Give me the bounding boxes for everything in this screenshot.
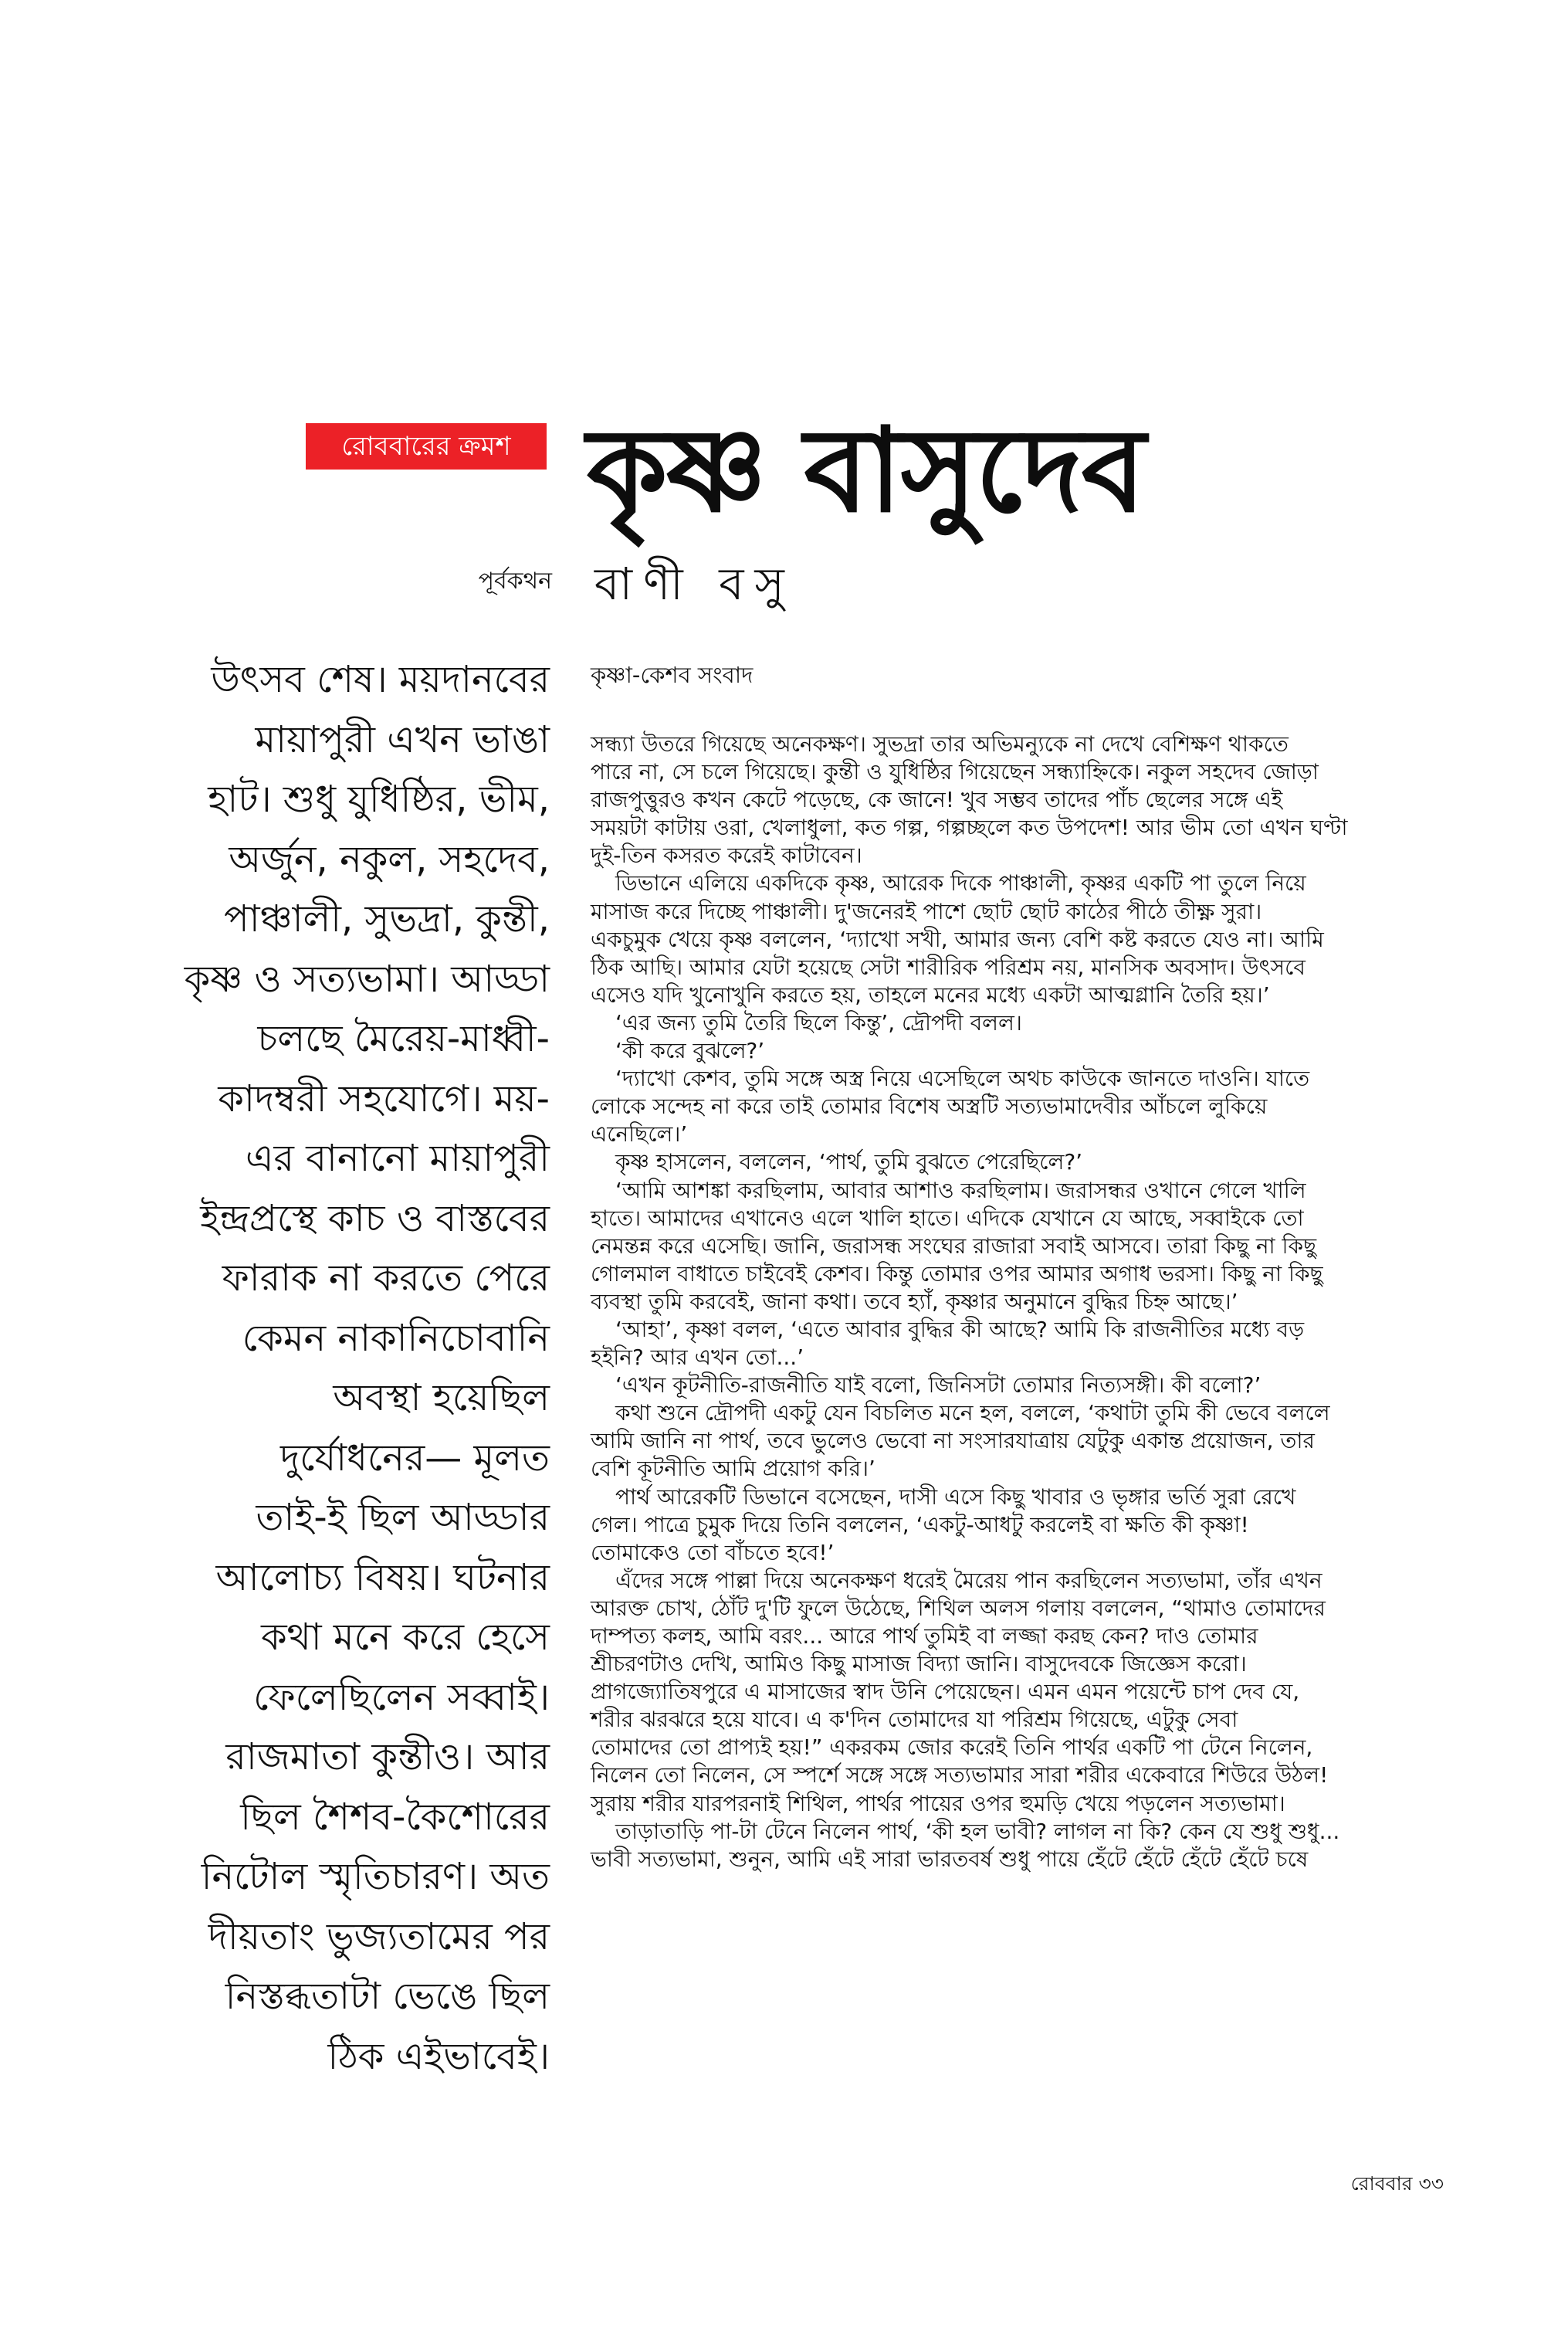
body-line: কথা শুনে দ্রৌপদী একটু যেন বিচলিত মনে হল, বললে, ‘কথাটা তুমি কী ভেবে বললে bbox=[615, 1400, 1330, 1426]
prelude-line: অর্জুন, নকুল, সহদেব, bbox=[229, 837, 550, 881]
prelude-line: চলছে মৈরেয়-মাধ্বী- bbox=[257, 1017, 550, 1060]
prelude-line: রাজমাতা কুন্তীও। আর bbox=[225, 1735, 550, 1778]
body-line: হাতে। আমাদের এখানেও এলে খালি হাতে। এদিকে যেখানে যে আছে, সব্বাইকে তো bbox=[591, 1205, 1304, 1231]
prelude-line: উৎসব শেষ। ময়দানবের bbox=[211, 658, 550, 701]
body-line: গোলমাল বাধাতে চাইবেই কেশব। কিন্তু তোমার ওপর আমার অগাধ ভরসা। কিছু না কিছু bbox=[591, 1260, 1323, 1287]
body-line: সময়টা কাটায় ওরা, খেলাধুলা, কত গল্প, গল্পচ্ছলে কত উপদেশ! আর ভীম তো এখন ঘণ্টা bbox=[591, 815, 1348, 841]
body-line: তোমাদের তো প্রাপ্যই হয়!” একরকম জোর করেই তিনি পার্থর একটি পা টেনে নিলেন, bbox=[591, 1734, 1313, 1761]
body-line: তাড়াতাড়ি পা-টা টেনে নিলেন পার্থ, ‘কী হল ভাবী? লাগল না কি? কেন যে শুধু শুধু... bbox=[615, 1818, 1340, 1844]
prelude-line: আলোচ্য বিষয়। ঘটনার bbox=[215, 1555, 550, 1599]
body-line: আরক্ত চোখ, ঠোঁট দু'টি ফুলে উঠেছে, শিথিল অলস গলায় বললেন, “থামাও তোমাদের bbox=[591, 1595, 1326, 1621]
prelude-line: এর বানানো মায়াপুরী bbox=[246, 1137, 550, 1180]
body-line: আমি জানি না পার্থ, তবে ভুলেও ভেবো না সংসারযাত্রায় যেটুকু একান্ত প্রয়োজন, তার bbox=[591, 1428, 1315, 1454]
body-line: দুই-তিন কসরত করেই কাটাবেন। bbox=[591, 843, 862, 869]
prelude-line: দীয়তাং ভুজ্যতামের পর bbox=[208, 1914, 550, 1958]
body-line: পারে না, সে চলে গিয়েছে। কুন্তী ও যুধিষ্ঠির গিয়েছেন সন্ধ্যাহ্নিকে। নকুল সহদেব জোড়া bbox=[591, 759, 1319, 785]
prelude-line: মায়াপুরী এখন ভাঙা bbox=[255, 717, 550, 761]
prelude-line: কৃষ্ণ ও সত্যভামা। আড্ডা bbox=[184, 957, 550, 1001]
body-line: একচুমুক খেয়ে কৃষ্ণ বললেন, ‘দ্যাখো সখী, আমার জন্য বেশি কষ্ট করতে যেও না। আমি bbox=[591, 926, 1324, 952]
body-line: শ্রীচরণটাও দেখি, আমিও কিছু মাসাজ বিদ্যা জানি। বাসুদেবকে জিজ্ঞেস করো। bbox=[591, 1651, 1247, 1677]
body-line: তোমাকেও তো বাঁচতে হবে!’ bbox=[591, 1539, 835, 1565]
prelude-line: কথা মনে করে হেসে bbox=[261, 1616, 550, 1659]
body-line: লোকে সন্দেহ না করে তাই তোমার বিশেষ অস্ত্রটি সত্যভামাদেবীর আঁচলে লুকিয়ে bbox=[591, 1093, 1268, 1120]
body-line: শরীর ঝরঝরে হয়ে যাবে। এ ক'দিন তোমাদের যা পরিশ্রম গিয়েছে, এটুকু সেবা bbox=[591, 1707, 1238, 1733]
body-line: ব্যবস্থা তুমি করবেই, জানা কথা। তবে হ্যাঁ, কৃষ্ণার অনুমানে বুদ্ধির চিহ্ন আছে।’ bbox=[591, 1288, 1238, 1314]
body-line: প্রাগজ্যোতিষপুরে এ মাসাজের স্বাদ উনি পেয়েছেন। এমন এমন পয়েন্টে চাপ দেব যে, bbox=[591, 1679, 1300, 1705]
body-line: রাজপুত্তুরও কখন কেটে পড়েছে, কে জানে! খুব সম্ভব তাদের পাঁচ ছেলের সঙ্গে এই bbox=[591, 787, 1283, 813]
body-line: ডিভানে এলিয়ে একদিকে কৃষ্ণ, আরেক দিকে পাঞ্চালী, কৃষ্ণর একটি পা তুলে নিয়ে bbox=[615, 870, 1306, 897]
prelude-line: ঠিক এইভাবেই। bbox=[327, 2034, 550, 2078]
body-line: সন্ধ্যা উতরে গিয়েছে অনেকক্ষণ। সুভদ্রা তার অভিমন্যুকে না দেখে বেশিক্ষণ থাকতে bbox=[591, 731, 1289, 757]
prelude-line: নিটোল স্মৃতিচারণ। অত bbox=[201, 1855, 550, 1898]
prelude-line: তাই-ই ছিল আড্ডার bbox=[256, 1496, 550, 1539]
body-line: বেশি কূটনীতি আমি প্রয়োগ করি।’ bbox=[591, 1456, 875, 1482]
prelude-line: ইন্দ্রপ্রস্থে কাচ ও বাস্তবের bbox=[200, 1196, 550, 1240]
body-line: এনেছিলে।’ bbox=[591, 1121, 688, 1148]
prelude-line: হাট। শুধু যুধিষ্ঠির, ভীম, bbox=[208, 778, 550, 821]
prelude-line: ফারাক না করতে পেরে bbox=[222, 1256, 550, 1300]
body-line: কৃষ্ণ হাসলেন, বললেন, ‘পার্থ, তুমি বুঝতে পেরেছিলে?’ bbox=[615, 1149, 1083, 1175]
prelude-line: দুর্যোধনের— মূলত bbox=[279, 1436, 550, 1480]
body-line: গেল। পাত্রে চুমুক দিয়ে তিনি বললেন, ‘একটু-আধটু করলেই বা ক্ষতি কী কৃষ্ণা! bbox=[591, 1511, 1249, 1538]
page-folio: রোববার ৩৩ bbox=[1350, 2172, 1444, 2195]
body-line: ‘এখন কূটনীতি-রাজনীতি যাই বলো, জিনিসটা তোমার নিত্যসঙ্গী। কী বলো?’ bbox=[615, 1372, 1262, 1399]
body-line: মাসাজ করে দিচ্ছে পাঞ্চালী। দু'জনেরই পাশে ছোট ছোট কাঠের পীঠে তীক্ষ্ণ সুরা। bbox=[591, 898, 1262, 924]
chapter-subheading: কৃষ্ণা-কেশব সংবাদ bbox=[591, 662, 754, 688]
prelude-column bbox=[147, 650, 550, 2087]
prelude-line: ফেলেছিলেন সব্বাই। bbox=[253, 1675, 550, 1719]
body-line: ‘দ্যাখো কেশব, তুমি সঙ্গে অস্ত্র নিয়ে এসেছিলে অথচ কাউকে জানতে দাওনি। যাতে bbox=[615, 1066, 1310, 1092]
body-line: এঁদের সঙ্গে পাল্লা দিয়ে অনেকক্ষণ ধরেই মৈরেয় পান করছিলেন সত্যভামা, তাঁর এখন bbox=[615, 1567, 1322, 1593]
prelude-line: ছিল শৈশব-কৈশোরের bbox=[240, 1795, 550, 1839]
body-line: ‘এর জন্য তুমি তৈরি ছিলে কিন্তু’, দ্রৌপদী বলল। bbox=[615, 1009, 1022, 1036]
body-line: এসেও যদি খুনোখুনি করতে হয়, তাহলে মনের মধ্যে একটা আত্মগ্লানি তৈরি হয়।’ bbox=[591, 982, 1270, 1008]
body-line: হইনি? আর এখন তো...’ bbox=[591, 1344, 804, 1371]
body-line: ‘আহা’, কৃষ্ণা বলল, ‘এতে আবার বুদ্ধির কী আছে? আমি কি রাজনীতির মধ্যে বড় bbox=[615, 1316, 1305, 1342]
series-badge: রোববারের ক্রমশ bbox=[306, 423, 547, 470]
chapter-body bbox=[591, 731, 1448, 1873]
body-line: নিলেন তো নিলেন, সে স্পর্শে সঙ্গে সঙ্গে সত্যভামার সারা শরীর একেবারে শিউরে উঠল! bbox=[591, 1762, 1329, 1789]
body-line: নেমন্তন্ন করে এসেছি। জানি, জরাসন্ধ সংঘের রাজারা সবাই আসবে। তারা কিছু না কিছু bbox=[591, 1233, 1317, 1259]
body-line: দাম্পত্য কলহ, আমি বরং... আরে পার্থ তুমিই বা লজ্জা করছ কেন? দাও তোমার bbox=[591, 1623, 1258, 1649]
article-title: কৃষ্ণ বাসুদেব bbox=[587, 404, 1145, 538]
prelude-line: অবস্থা হয়েছিল bbox=[333, 1376, 550, 1419]
body-line: ঠিক আছি। আমার যেটা হয়েছে সেটা শারীরিক পরিশ্রম নয়, মানসিক অবসাদ। উৎসবে bbox=[591, 954, 1306, 980]
author-byline: বাণী বসু bbox=[594, 558, 795, 610]
prelude-line: পাঞ্চালী, সুভদ্রা, কুন্তী, bbox=[224, 897, 550, 941]
body-line: ‘কী করে বুঝলে?’ bbox=[615, 1038, 765, 1064]
prelude-line: কাদম্বরী সহযোগে। ময়- bbox=[218, 1077, 550, 1121]
prelude-line: নিস্তব্ধতাটা ভেঙে ছিল bbox=[225, 1975, 550, 2018]
body-line: ‘আমি আশঙ্কা করছিলাম, আবার আশাও করছিলাম। জরাসন্ধর ওখানে গেলে খালি bbox=[615, 1177, 1306, 1203]
body-line: পার্থ আরেকটি ডিভানে বসেছেন, দাসী এসে কিছু খাবার ও ভৃঙ্গার ভর্তি সুরা রেখে bbox=[615, 1483, 1296, 1510]
body-line: ভাবী সত্যভামা, শুনুন, আমি এই সারা ভারতবর্ষ শুধু পায়ে হেঁটে হেঁটে হেঁটে হেঁটে চষে bbox=[591, 1846, 1309, 1872]
prelude-label: পূর্বকথন bbox=[478, 568, 552, 595]
prelude-line: কেমন নাকানিচোবানি bbox=[242, 1316, 550, 1360]
body-line: সুরায় শরীর যারপরনাই শিথিল, পার্থর পায়ের ওপর হুমড়ি খেয়ে পড়লেন সত্যভামা। bbox=[591, 1790, 1285, 1816]
